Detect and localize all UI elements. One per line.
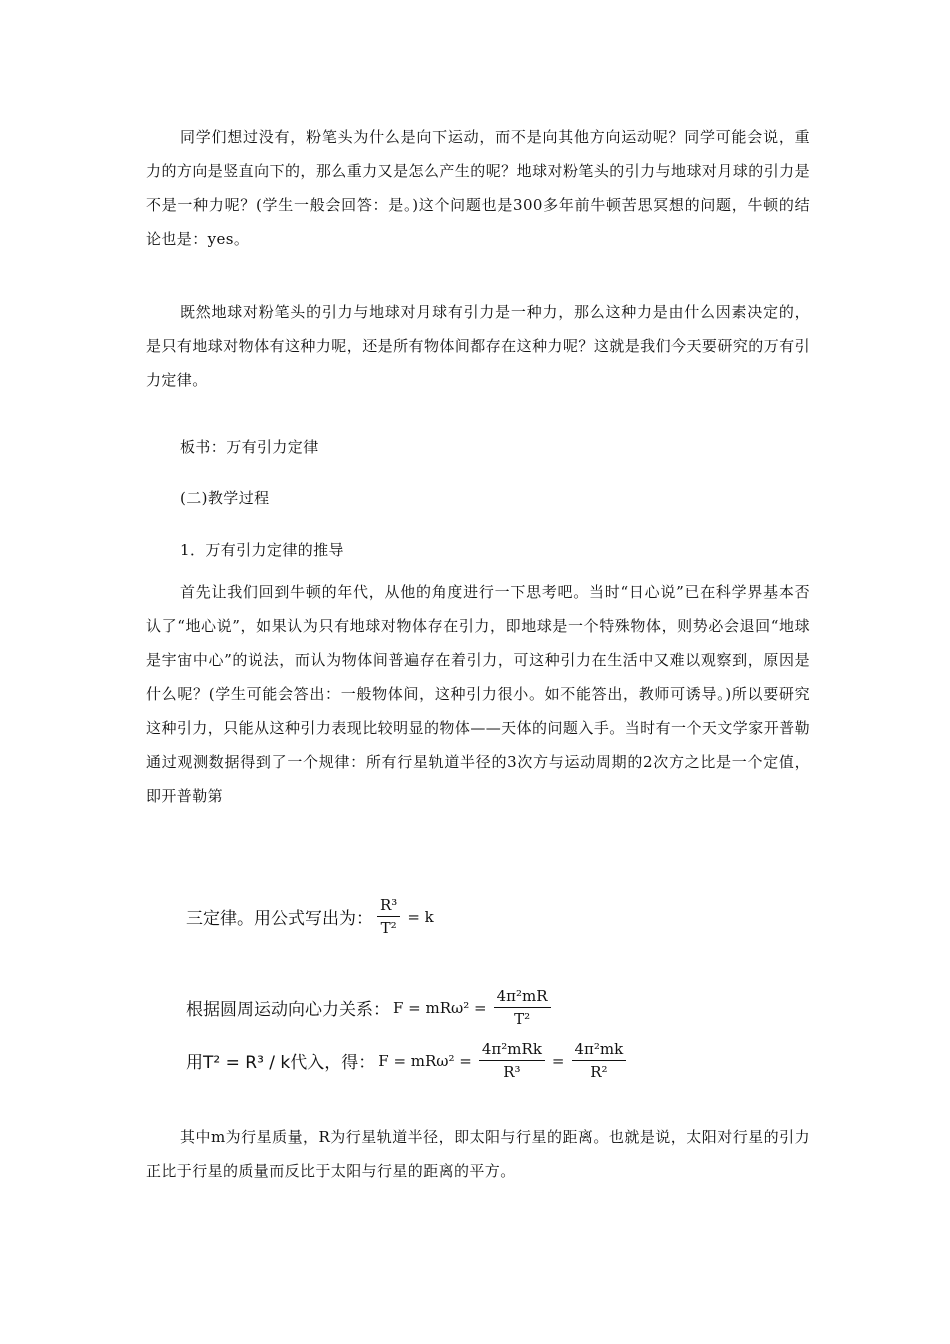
substitution-lhs: F = mRω² = — [378, 1051, 472, 1070]
kepler-rhs: = k — [407, 907, 434, 926]
subsection-heading: 1．万有引力定律的推导 — [180, 541, 344, 559]
substitution-fraction-1 — [479, 1040, 545, 1081]
kepler-numerator: R³ — [377, 896, 400, 917]
kepler-denominator: T² — [380, 919, 397, 937]
centripetal-numerator: 4π²mR — [494, 987, 551, 1008]
kepler-formula-prefix: 三定律。用公式写出为： — [186, 909, 373, 929]
substitution-formula-prefix: 用T² = R³ / k代入，得： — [186, 1053, 376, 1073]
substitution-fraction-2 — [572, 1040, 627, 1081]
paragraph-gravity-intro: 既然地球对粉笔头的引力与地球对月球有引力是一种力，那么这种力是由什么因素决定的，是只有地球对物体有这种力呢，还是所有物体间都存在这种力呢？这就是我们今天要研究的万有引力定律。 — [146, 303, 810, 389]
blackboard-note: 板书：万有引力定律 — [180, 438, 319, 456]
substitution-denominator-2: R² — [590, 1063, 608, 1081]
substitution-formula — [186, 1040, 630, 1081]
substitution-equals: = — [551, 1051, 565, 1070]
centripetal-formula-prefix: 根据圆周运动向心力关系： — [186, 1000, 390, 1020]
centripetal-formula — [186, 987, 555, 1028]
centripetal-denominator: T² — [514, 1010, 531, 1028]
centripetal-fraction — [494, 987, 551, 1028]
paragraph-chalk-question: 同学们想过没有，粉笔头为什么是向下运动，而不是向其他方向运动呢？同学可能会说，重力的方向是竖直向下的，那么重力又是怎么产生的呢？地球对粉笔头的引力与地球对月球的引力是不是一种力呢？(学生一般会回答：是。)这个问题也是300多年前牛顿苦思冥想的问题，牛顿的结论也是：yes。 — [146, 128, 810, 248]
substitution-numerator-1: 4π²mRk — [479, 1040, 545, 1061]
substitution-denominator-1: R³ — [503, 1063, 521, 1081]
kepler-fraction — [377, 896, 400, 937]
section-heading: (二)教学过程 — [180, 489, 270, 507]
paragraph-newton-derivation: 首先让我们回到牛顿的年代，从他的角度进行一下思考吧。当时“日心说”已在科学界基本否认了“地心说”，如果认为只有地球对物体存在引力，即地球是一个特殊物体，则势必会退回“地球是宇宙中心”的说法，而认为物体间普遍存在着引力，可这种引力在生活中又难以观察到，原因是什么呢？(学生可能会答出：一般物体间，这种引力很小。如不能答出，教师可诱导。)所以要研究这种引力，只能从这种引力表现比较明显的物体——天体的问题入手。当时有一个天文学家开普勒通过观测数据得到了一个规律：所有行星轨道半径的3次方与运动周期的2次方之比是一个定值，即开普勒第 — [146, 583, 811, 805]
kepler-formula — [186, 896, 437, 937]
substitution-numerator-2: 4π²mk — [572, 1040, 627, 1061]
centripetal-lhs: F = mRω² = — [393, 998, 487, 1017]
paragraph-conclusion: 其中m为行星质量，R为行星轨道半径，即太阳与行星的距离。也就是说，太阳对行星的引力正比于行星的质量而反比于太阳与行星的距离的平方。 — [146, 1128, 810, 1180]
